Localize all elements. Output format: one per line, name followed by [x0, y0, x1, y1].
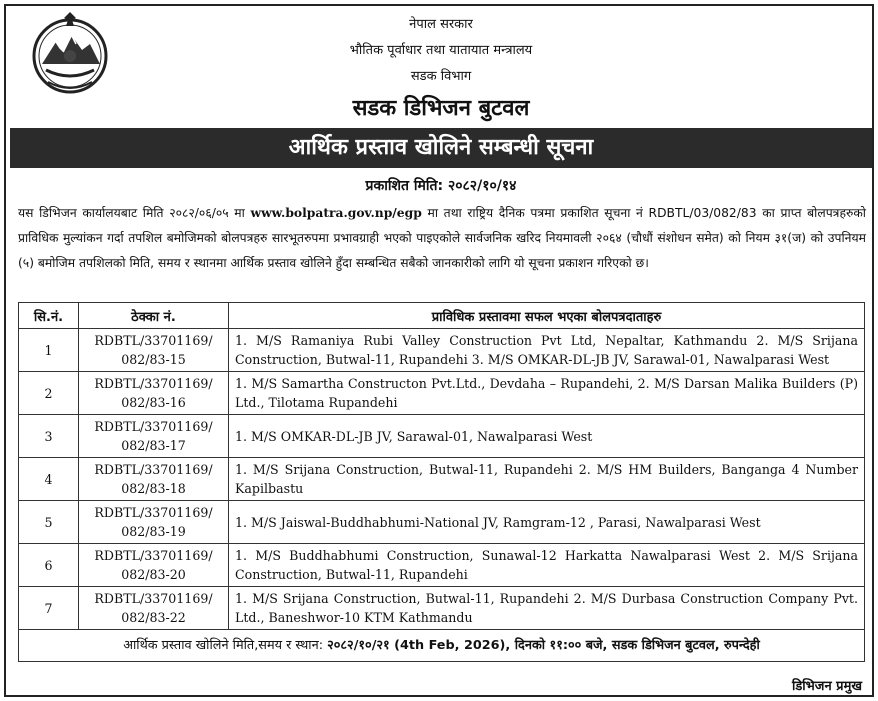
- table-row: [19, 329, 865, 372]
- published-date: प्रकाशित मिति: २०८२/१०/१४: [365, 178, 517, 194]
- header-bidders: प्राविधिक प्रस्तावमा सफल भएका बोलपत्रदाताहरु: [229, 303, 865, 329]
- row-contract-no: RDBTL/33701169/ 082/83-20: [79, 544, 229, 587]
- notice-title-banner: आर्थिक प्रस्ताव खोलिने सम्बन्धी सूचना: [10, 128, 872, 168]
- office-name: सडक डिभिजन बुटवल: [352, 96, 530, 121]
- row-serial: 2: [19, 372, 79, 415]
- opening-info-cell: [19, 630, 865, 662]
- row-bidders: 1. M/S Ramaniya Rubi Valley Construction Pvt Ltd, Nepaltar, Kathmandu 2. M/S Srijana Construction, Butwal-11, Rupandehi 3. M/S OMKAR-DL-JB JV, Sarawal-01, Nawalparasi West: [229, 329, 865, 372]
- row-bidders: 1. M/S Srijana Construction, Butwal-11, Rupandehi 2. M/S HM Builders, Banganga 4 Number Kapilbastu: [229, 458, 865, 501]
- notice-page: [4, 4, 874, 697]
- row-serial: 5: [19, 501, 79, 544]
- row-bidders: 1. M/S Buddhabhumi Construction, Sunawal-12 Harkatta Nawalparasi West 2. M/S Srijana Construction, Butwal-11, Rupandehi: [229, 544, 865, 587]
- row-bidders: 1. M/S Jaiswal-Buddhabhumi-National JV, Ramgram-12 , Parasi, Nawalparasi West: [229, 501, 865, 544]
- egp-website-link[interactable]: www.bolpatra.gov.np/egp: [250, 205, 422, 220]
- signature-title: डिभिजन प्रमुख: [791, 679, 862, 694]
- row-contract-no: RDBTL/33701169/ 082/83-16: [79, 372, 229, 415]
- row-serial: 7: [19, 587, 79, 630]
- opening-info-label: आर्थिक प्रस्ताव खोलिने मिति,समय र स्थान:: [123, 638, 328, 653]
- table-header-row: [19, 303, 865, 329]
- table-row: [19, 587, 865, 630]
- table-row: [19, 458, 865, 501]
- opening-info-row: [19, 630, 865, 662]
- row-bidders: 1. M/S Samartha Constructon Pvt.Ltd., Devdaha – Rupandehi, 2. M/S Darsan Malika Builders (P) Ltd., Tilotama Rupandehi: [229, 372, 865, 415]
- table-row: [19, 372, 865, 415]
- header-serial: सि.नं.: [19, 303, 79, 329]
- bidders-table: [18, 302, 865, 662]
- row-bidders: 1. M/S Srijana Construction, Butwal-11, Rupandehi 2. M/S Durbasa Construction Company Pvt. Ltd., Baneshwor-10 KTM Kathmandu: [229, 587, 865, 630]
- table-row: [19, 544, 865, 587]
- government-name: नेपाल सरकार: [409, 17, 473, 32]
- row-serial: 6: [19, 544, 79, 587]
- row-contract-no: RDBTL/33701169/ 082/83-15: [79, 329, 229, 372]
- intro-text-part2: मा तथा राष्ट्रिय दैनिक पत्रमा प्रकाशित सूचना नं RDBTL/03/082/83 का प्राप्त बोलपत्रहरुको प्राविधिक मुल्यांकन गर्दा तपशिल बमोजिमको बोलपत्रहरु सारभूतरुपमा प्रभावग्राही भएको पाइएकोले सार्वजनिक खरिद नियमावली २०६४ (चौधौं संशोधन समेत) को नियम ३१(ज) को उपनियम (५) बमोजिम तपशिलको मिति, समय र स्थानमा आर्थिक प्रस्ताव खोलिने हुँदा सम्बन्धित सबैको जानकारीको लागि यो सूचना प्रकाशन गरिएको छ।: [18, 206, 866, 270]
- row-contract-no: RDBTL/33701169/ 082/83-19: [79, 501, 229, 544]
- header-contract-no: ठेक्का नं.: [79, 303, 229, 329]
- row-serial: 3: [19, 415, 79, 458]
- row-serial: 1: [19, 329, 79, 372]
- row-contract-no: RDBTL/33701169/ 082/83-17: [79, 415, 229, 458]
- row-contract-no: RDBTL/33701169/ 082/83-18: [79, 458, 229, 501]
- row-bidders: 1. M/S OMKAR-DL-JB JV, Sarawal-01, Nawalparasi West: [229, 415, 865, 458]
- opening-info-value: २०८२/१०/२१ (4th Feb, 2026), दिनको ११:०० बजे, सडक डिभिजन बुटवल, रुपन्देही: [327, 638, 760, 653]
- ministry-name: भौतिक पूर्वाधार तथा यातायात मन्त्रालय: [349, 43, 533, 58]
- row-contract-no: RDBTL/33701169/ 082/83-22: [79, 587, 229, 630]
- table-row: [19, 415, 865, 458]
- intro-text-part1: यस डिभिजन कार्यालयबाट मिति २०८२/०६/०५ मा: [18, 206, 251, 220]
- table-row: [19, 501, 865, 544]
- department-name: सडक विभाग: [410, 69, 472, 84]
- intro-paragraph: [18, 200, 866, 276]
- row-serial: 4: [19, 458, 79, 501]
